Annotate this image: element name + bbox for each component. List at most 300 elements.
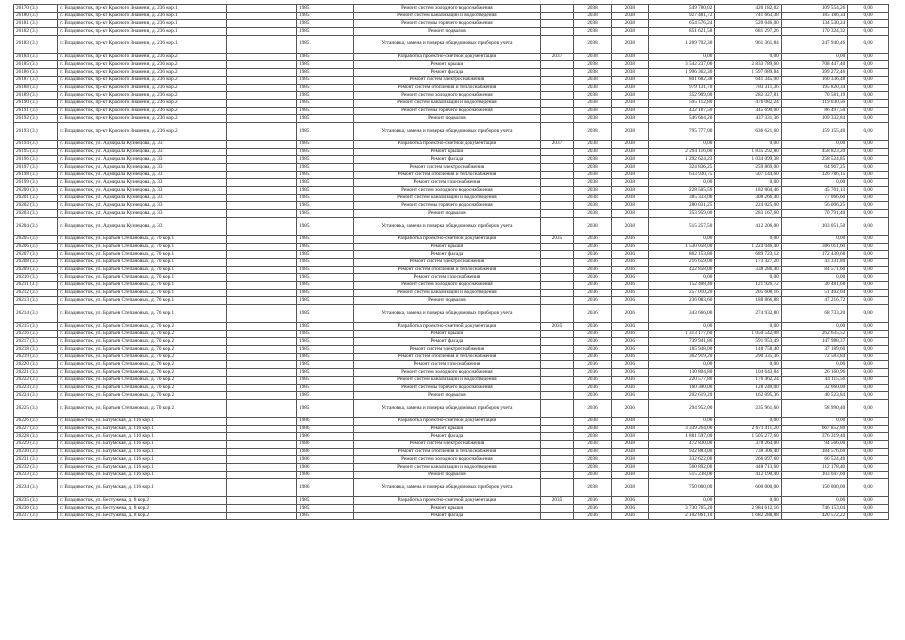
total-cost-cell: 1 996 362,30 [648,69,714,77]
address-cell: г. Владивосток, ул. Братьев Степановых, д. 70 кор.2 [58,353,227,361]
fund-cost-cell: 266 097,60 [715,456,781,464]
fund-cost-cell: 259 869,00 [715,164,781,172]
other-cost-cell: 0,00 [848,417,889,425]
row-id-cell: 26224 (3.) [14,392,58,400]
other-cost-cell: 0,00 [848,210,889,218]
design-year-cell [540,297,574,305]
owner-cost-cell: 458 823,20 [781,148,847,156]
fund-cost-cell: 507 144,60 [715,171,781,179]
plan-year-end-cell: 2038 [611,187,648,195]
table-row [14,5,889,13]
row-id-cell: 26234 (3.) [14,479,58,497]
owner-cost-cell: 84 571,60 [781,266,847,274]
fund-cost-cell: 290 335,36 [715,353,781,361]
design-year-cell [540,346,574,354]
total-cost-cell: 0,00 [648,497,714,505]
total-cost-cell: 0,00 [648,140,714,148]
plan-year-start-cell: 2036 [574,369,611,377]
row-id-cell: 26223 (3.) [14,384,58,392]
table-row [14,107,889,115]
fund-cost-cell: 0,00 [715,235,781,243]
plan-year-end-cell: 2038 [611,425,648,433]
work-type-cell: Ремонт крыши [354,61,540,69]
row-id-cell: 26208 (3.) [14,258,58,266]
row-id-cell: 26188 (3.) [14,84,58,92]
empty-cell [227,5,297,13]
empty-cell [227,258,297,266]
year-built-cell: 1986 [297,456,354,464]
address-cell: г. Владивосток, ул. Адмирала Кузнецова, д. 33 [58,194,227,202]
address-cell: г. Владивосток, ул. Адмирала Кузнецова, д. 33 [58,210,227,218]
total-cost-cell: 546 664,20 [648,115,714,123]
work-type-cell: Ремонт систем газоснабжения [354,274,540,282]
table-row [14,305,889,323]
repair-schedule-table [13,4,889,520]
design-year-cell: 2035 [540,497,574,505]
address-cell: г. Владивосток, пр-кт Красного Знамени, д. 236 кор.2 [58,76,227,84]
year-built-cell: 1985 [297,258,354,266]
fund-cost-cell: 0,00 [715,417,781,425]
design-year-cell [540,417,574,425]
table-body [14,5,889,520]
empty-cell [227,448,297,456]
row-id-cell: 26211 (3.) [14,281,58,289]
plan-year-start-cell: 2038 [574,122,611,140]
empty-cell [227,148,297,156]
table-row [14,479,889,497]
owner-cost-cell: 262 635,52 [781,330,847,338]
total-cost-cell: 0,00 [648,235,714,243]
fund-cost-cell: 412 206,00 [715,217,781,235]
owner-cost-cell: 51 402,04 [781,289,847,297]
row-id-cell: 26221 (3.) [14,369,58,377]
total-cost-cell: 332 622,00 [648,456,714,464]
empty-cell [227,122,297,140]
table-row [14,122,889,140]
row-id-cell: 26187 (3.) [14,76,58,84]
fund-cost-cell: 1 597 089,84 [715,69,781,77]
year-built-cell: 1985 [297,392,354,400]
plan-year-start-cell: 2038 [574,76,611,84]
other-cost-cell: 0,00 [848,243,889,251]
table-row [14,392,889,400]
other-cost-cell: 0,00 [848,448,889,456]
table-row [14,433,889,441]
fund-cost-cell: 173 327,20 [715,258,781,266]
other-cost-cell: 0,00 [848,512,889,520]
empty-cell [227,99,297,107]
design-year-cell [540,171,574,179]
design-year-cell [540,425,574,433]
plan-year-start-cell: 2038 [574,61,611,69]
other-cost-cell: 0,00 [848,187,889,195]
table-row [14,289,889,297]
total-cost-cell: 202 619,20 [648,392,714,400]
empty-cell [227,281,297,289]
empty-cell [227,171,297,179]
design-year-cell [540,392,574,400]
empty-cell [227,61,297,69]
fund-cost-cell: 1 224 046,40 [715,243,781,251]
design-year-cell [540,35,574,53]
plan-year-end-cell: 2038 [611,471,648,479]
plan-year-end-cell: 2038 [611,202,648,210]
address-cell: г. Владивосток, пр-кт Красного Знамени, д. 236 кор.1 [58,5,227,13]
total-cost-cell: 362 919,20 [648,353,714,361]
empty-cell [227,210,297,218]
design-year-cell [540,376,574,384]
design-year-cell [540,92,574,100]
year-built-cell: 1985 [297,266,354,274]
row-id-cell: 26195 (3.) [14,148,58,156]
row-id-cell: 26236 (3.) [14,505,58,513]
table-row [14,425,889,433]
plan-year-start-cell: 2038 [574,464,611,472]
plan-year-start-cell: 2036 [574,505,611,513]
row-id-cell: 26225 (3.) [14,399,58,417]
address-cell: г. Владивосток, ул. Братьев Степановых, д. 70 кор.1 [58,235,227,243]
owner-cost-cell: 185 186,34 [781,12,847,20]
total-cost-cell: 0,00 [648,53,714,61]
fund-cost-cell: 235 961,60 [715,399,781,417]
work-type-cell: Ремонт систем отопления и теплоснабжения [354,266,540,274]
plan-year-end-cell: 2038 [611,440,648,448]
plan-year-end-cell: 2038 [611,53,648,61]
owner-cost-cell: 32 060,00 [781,384,847,392]
design-year-cell [540,305,574,323]
empty-cell [227,425,297,433]
table-row [14,338,889,346]
address-cell: г. Владивосток, ул. Братьев Степановых, д. 70 кор.2 [58,392,227,400]
work-type-cell: Ремонт систем электроснабжения [354,76,540,84]
other-cost-cell: 0,00 [848,202,889,210]
plan-year-start-cell: 2038 [574,202,611,210]
work-type-cell: Ремонт систем электроснабжения [354,164,540,172]
owner-cost-cell: 40 523,84 [781,392,847,400]
plan-year-start-cell: 2036 [574,258,611,266]
work-type-cell: Ремонт систем канализации и водоотведения [354,194,540,202]
row-id-cell: 26233 (3.) [14,471,58,479]
empty-cell [227,76,297,84]
work-type-cell: Ремонт крыши [354,330,540,338]
row-id-cell: 26222 (3.) [14,376,58,384]
owner-cost-cell: 119 030,56 [781,99,847,107]
table-row [14,76,889,84]
plan-year-end-cell: 2036 [611,235,648,243]
other-cost-cell: 0,00 [848,99,889,107]
table-row [14,61,889,69]
plan-year-end-cell: 2038 [611,76,648,84]
design-year-cell: 2037 [540,53,574,61]
table-row [14,171,889,179]
design-year-cell [540,5,574,13]
plan-year-end-cell: 2038 [611,107,648,115]
fund-cost-cell: 600 000,00 [715,479,781,497]
table-row [14,376,889,384]
address-cell: г. Владивосток, пр-кт Красного Знамени, д. 236 кор.1 [58,28,227,36]
owner-cost-cell: 72 583,84 [781,353,847,361]
year-built-cell: 1985 [297,140,354,148]
owner-cost-cell: 159 155,40 [781,122,847,140]
empty-cell [227,35,297,53]
plan-year-start-cell: 2036 [574,281,611,289]
fund-cost-cell: 520 046,00 [715,20,781,28]
row-id-cell: 26202 (3.) [14,202,58,210]
empty-cell [227,53,297,61]
address-cell: г. Владивосток, пр-кт Красного Знамени, д. 236 кор.2 [58,53,227,61]
row-id-cell: 26199 (3.) [14,179,58,187]
other-cost-cell: 0,00 [848,122,889,140]
other-cost-cell: 0,00 [848,471,889,479]
plan-year-start-cell: 2036 [574,243,611,251]
other-cost-cell: 0,00 [848,353,889,361]
owner-cost-cell: 70 581,19 [781,92,847,100]
table-row [14,99,889,107]
table-row [14,440,889,448]
design-year-cell [540,28,574,36]
empty-cell [227,497,297,505]
work-type-cell: Установка, замена и поверка общедомовых приборов учета [354,305,540,323]
owner-cost-cell: 58 990,40 [781,399,847,417]
total-cost-cell: 922 883,00 [648,448,714,456]
row-id-cell: 26218 (3.) [14,346,58,354]
plan-year-start-cell: 2038 [574,417,611,425]
owner-cost-cell: 64 967,25 [781,164,847,172]
address-cell: г. Владивосток, ул. Бестужева, д. 8 кор.2 [58,512,227,520]
address-cell: г. Владивосток, ул. Братьев Степановых, д. 70 кор.2 [58,330,227,338]
total-cost-cell: 633 930,75 [648,171,714,179]
plan-year-end-cell: 2038 [611,92,648,100]
other-cost-cell: 0,00 [848,258,889,266]
fund-cost-cell: 345 690,00 [715,107,781,115]
owner-cost-cell: 30 481,68 [781,281,847,289]
empty-cell [227,84,297,92]
plan-year-end-cell: 2036 [611,392,648,400]
empty-cell [227,384,297,392]
work-type-cell: Ремонт систем электроснабжения [354,346,540,354]
fund-cost-cell: 738 306,40 [715,448,781,456]
design-year-cell [540,210,574,218]
total-cost-cell: 0,00 [648,417,714,425]
plan-year-end-cell: 2036 [611,399,648,417]
total-cost-cell: 236 083,60 [648,297,714,305]
total-cost-cell: 257 010,20 [648,289,714,297]
empty-cell [227,28,297,36]
table-row [14,156,889,164]
address-cell: г. Владивосток, ул. Адмирала Кузнецова, д. 33 [58,164,227,172]
plan-year-start-cell: 2038 [574,425,611,433]
row-id-cell: 26180 (3.) [14,12,58,20]
plan-year-end-cell: 2038 [611,99,648,107]
table-row [14,194,889,202]
year-built-cell: 1985 [297,156,354,164]
empty-cell [227,217,297,235]
plan-year-start-cell: 2036 [574,376,611,384]
row-id-cell: 26190 (3.) [14,99,58,107]
design-year-cell [540,274,574,282]
address-cell: г. Владивосток, ул. Братьев Степановых, д. 70 кор.1 [58,281,227,289]
total-cost-cell: 3 339 264,00 [648,425,714,433]
fund-cost-cell: 783 311,36 [715,84,781,92]
plan-year-start-cell: 2038 [574,194,611,202]
other-cost-cell: 0,00 [848,53,889,61]
plan-year-start-cell: 2038 [574,5,611,13]
owner-cost-cell: 0,00 [781,235,847,243]
design-year-cell [540,99,574,107]
design-year-cell [540,281,574,289]
fund-cost-cell: 338 286,40 [715,266,781,274]
fund-cost-cell: 188 866,88 [715,297,781,305]
total-cost-cell: 3 730 765,20 [648,505,714,513]
address-cell: г. Владивосток, ул. Братьев Степановых, д. 70 кор.1 [58,251,227,259]
design-year-cell [540,384,574,392]
year-built-cell: 1986 [297,479,354,497]
other-cost-cell: 0,00 [848,35,889,53]
work-type-cell: Ремонт подвалов [354,28,540,36]
design-year-cell [540,69,574,77]
year-built-cell: 1986 [297,440,354,448]
address-cell: г. Владивосток, ул. Братьев Степановых, д. 70 кор.2 [58,369,227,377]
total-cost-cell: 801 682,38 [648,76,714,84]
plan-year-end-cell: 2036 [611,361,648,369]
row-id-cell: 26204 (3.) [14,217,58,235]
year-built-cell: 1986 [297,448,354,456]
table-row [14,235,889,243]
other-cost-cell: 0,00 [848,433,889,441]
plan-year-start-cell: 2036 [574,289,611,297]
fund-cost-cell: 0,00 [715,497,781,505]
table-row [14,266,889,274]
address-cell: г. Владивосток, ул. Братьев Степановых, д. 70 кор.1 [58,305,227,323]
plan-year-end-cell: 2036 [611,497,648,505]
work-type-cell: Ремонт подвалов [354,210,540,218]
design-year-cell: 2035 [540,235,574,243]
other-cost-cell: 0,00 [848,338,889,346]
table-row [14,164,889,172]
plan-year-end-cell: 2038 [611,479,648,497]
other-cost-cell: 0,00 [848,361,889,369]
design-year-cell [540,202,574,210]
plan-year-start-cell: 2038 [574,148,611,156]
owner-cost-cell: 147 988,37 [781,338,847,346]
owner-cost-cell: 306 011,60 [781,243,847,251]
other-cost-cell: 0,00 [848,323,889,331]
design-year-cell [540,148,574,156]
other-cost-cell: 0,00 [848,194,889,202]
design-year-cell [540,217,574,235]
row-id-cell: 26200 (3.) [14,187,58,195]
owner-cost-cell: 77 066,60 [781,194,847,202]
total-cost-cell: 979 131,70 [648,84,714,92]
other-cost-cell: 0,00 [848,140,889,148]
fund-cost-cell: 741 663,38 [715,12,781,20]
address-cell: г. Владивосток, пр-кт Красного Знамени, д. 236 кор.1 [58,20,227,28]
other-cost-cell: 0,00 [848,171,889,179]
owner-cost-cell: 667 852,80 [781,425,847,433]
row-id-cell: 26207 (3.) [14,251,58,259]
empty-cell [227,305,297,323]
address-cell: г. Владивосток, пр-кт Красного Знамени, д. 236 кор.2 [58,122,227,140]
total-cost-cell: 851 621,58 [648,28,714,36]
work-type-cell: Ремонт фасада [354,512,540,520]
work-type-cell: Разработка проектно-сметной документации [354,53,540,61]
fund-cost-cell: 2 671 411,20 [715,425,781,433]
design-year-cell [540,115,574,123]
other-cost-cell: 0,00 [848,497,889,505]
work-type-cell: Ремонт подвалов [354,297,540,305]
work-type-cell: Разработка проектно-сметной документации [354,417,540,425]
other-cost-cell: 0,00 [848,392,889,400]
fund-cost-cell: 274 932,80 [715,305,781,323]
empty-cell [227,164,297,172]
plan-year-start-cell: 2038 [574,140,611,148]
empty-cell [227,156,297,164]
row-id-cell: 26197 (3.) [14,164,58,172]
work-type-cell: Ремонт систем газоснабжения [354,179,540,187]
plan-year-start-cell: 2036 [574,235,611,243]
total-cost-cell: 927 481,72 [648,12,714,20]
year-built-cell: 1985 [297,399,354,417]
plan-year-start-cell: 2038 [574,471,611,479]
row-id-cell: 26232 (3.) [14,464,58,472]
design-year-cell [540,338,574,346]
design-year-cell [540,61,574,69]
fund-cost-cell: 308 266,40 [715,194,781,202]
fund-cost-cell: 0,00 [715,361,781,369]
other-cost-cell: 0,00 [848,164,889,172]
row-id-cell: 26226 (3.) [14,417,58,425]
other-cost-cell: 0,00 [848,456,889,464]
fund-cost-cell: 1 034 099,38 [715,156,781,164]
owner-cost-cell: 45 701,13 [781,187,847,195]
year-built-cell: 1985 [297,179,354,187]
total-cost-cell: 324 836,25 [648,164,714,172]
year-built-cell: 1985 [297,210,354,218]
plan-year-start-cell: 2036 [574,330,611,338]
work-type-cell: Ремонт крыши [354,148,540,156]
design-year-cell [540,266,574,274]
plan-year-start-cell: 2036 [574,305,611,323]
year-built-cell: 1985 [297,12,354,20]
design-year-cell [540,448,574,456]
empty-cell [227,243,297,251]
total-cost-cell: 1 292 624,23 [648,156,714,164]
empty-cell [227,338,297,346]
year-built-cell: 1985 [297,376,354,384]
year-built-cell: 1985 [297,330,354,338]
empty-cell [227,202,297,210]
plan-year-end-cell: 2036 [611,258,648,266]
plan-year-start-cell: 2038 [574,479,611,497]
table-row [14,384,889,392]
fund-cost-cell: 437 331,36 [715,115,781,123]
empty-cell [227,440,297,448]
design-year-cell [540,471,574,479]
work-type-cell: Ремонт систем канализации и водоотведения [354,12,540,20]
address-cell: г. Владивосток, пр-кт Красного Знамени, д. 236 кор.2 [58,115,227,123]
work-type-cell: Ремонт подвалов [354,392,540,400]
year-built-cell: 1985 [297,243,354,251]
fund-cost-cell: 689 723,12 [715,251,781,259]
work-type-cell: Ремонт систем отопления и теплоснабжения [354,353,540,361]
table-row [14,69,889,77]
owner-cost-cell: 172 430,68 [781,251,847,259]
address-cell: г. Владивосток, ул. Бестужева, д. 8 кор.2 [58,505,227,513]
year-built-cell: 1985 [297,84,354,92]
other-cost-cell: 0,00 [848,84,889,92]
design-year-cell [540,464,574,472]
plan-year-end-cell: 2038 [611,69,648,77]
